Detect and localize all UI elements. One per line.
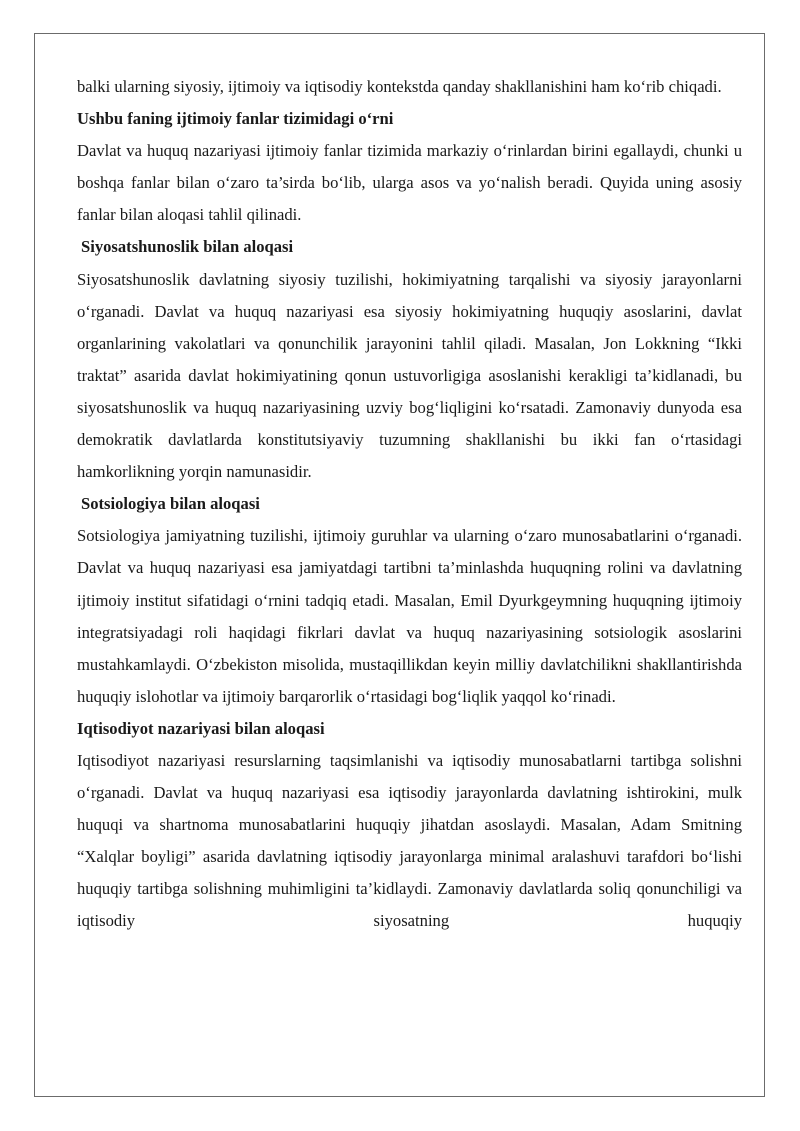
paragraph-political-science: Siyosatshunoslik davlatning siyosiy tuzilishi, hokimiyatning tarqalishi va siyosiy jarayonlarni o‘rganadi. Davlat va huquq nazariyasi esa siyosiy hokimiyatning huquqiy asoslarini, davlat organlarining vakolatlari va qonunchilik jarayonini tahlil qiladi. Masalan, Jon Lokkning “Ikki traktat” asarida davlat hokimiyatining qonun ustuvorligiga asoslanishi kerakligi ta’kidlanadi, bu siyosatshunoslik va huquq nazariyasining uzviy bog‘liqligini ko‘rsatadi. Zamonaviy dunyoda esa demokratik davlatlarda konstitutsiyaviy tuzumning shakllanishi bu ikki fan o‘rtasidagi hamkorlikning yorqin namunasidir. (77, 269, 742, 482)
section-heading-role: Ushbu faning ijtimoiy fanlar tizimidagi o‘rni (77, 109, 394, 129)
paragraph-sociology: Sotsiologiya jamiyatning tuzilishi, ijtimoiy guruhlar va ularning o‘zaro munosabatlarini o‘rganadi. Davlat va huquq nazariyasi esa jamiyatdagi tartibni ta’minlashda huquqning rolini va davlatning ijtimoiy institut sifatidagi o‘rnini tadqiq etadi. Masalan, Emil Dyurkgeymning huquqning ijtimoiy integratsiyadagi roli haqidagi fikrlari davlat va huquq nazariyasining sotsiologik asoslarini mustahkamlaydi. O‘zbekiston misolida, mustaqillikdan keyin milliy davlatchilikni shakllantirishda huquqiy islohotlar va ijtimoiy barqarorlik o‘rtasidagi bog‘liqlik yaqqol ko‘rinadi. (77, 526, 742, 706)
document-body (77, 71, 742, 938)
section-heading-economics: Iqtisodiyot nazariyasi bilan aloqasi (77, 718, 325, 738)
section-heading-sociology: Sotsiologiya bilan aloqasi (81, 494, 260, 514)
paragraph-role: Davlat va huquq nazariyasi ijtimoiy fanlar tizimida markaziy o‘rinlardan birini egallaydi, chunki u boshqa fanlar bilan o‘zaro ta’sirda bo‘lib, ularga asos va yo‘nalish beradi. Quyida uning asosiy fanlar bilan aloqasi tahlil qilinadi. (77, 141, 742, 225)
paragraph-continuation: balki ularning siyosiy, ijtimoiy va iqtisodiy kontekstda qanday shakllanishini ham ko‘rib chiqadi. (77, 77, 722, 96)
section-heading-political-science: Siyosatshunoslik bilan aloqasi (81, 237, 294, 257)
paragraph-economics: Iqtisodiyot nazariyasi resurslarning taqsimlanishi va iqtisodiy munosabatlarni tartibga solishni o‘rganadi. Davlat va huquq nazariyasi esa iqtisodiy jarayonlarda davlatning ishtirokini, mulk huquqi va shartnoma munosabatlarini huquqiy jihatdan asoslaydi. Masalan, Adam Smitning “Xalqlar boyligi” asarida davlatning iqtisodiy jarayonlarga minimal aralashuvi tarafdori bo‘lishi huquqiy tartibga solishning muhimligini ta’kidlaydi. Zamonaviy davlatlarda soliq qonunchiligi va iqtisodiy siyosatning huquqiy (77, 750, 742, 931)
